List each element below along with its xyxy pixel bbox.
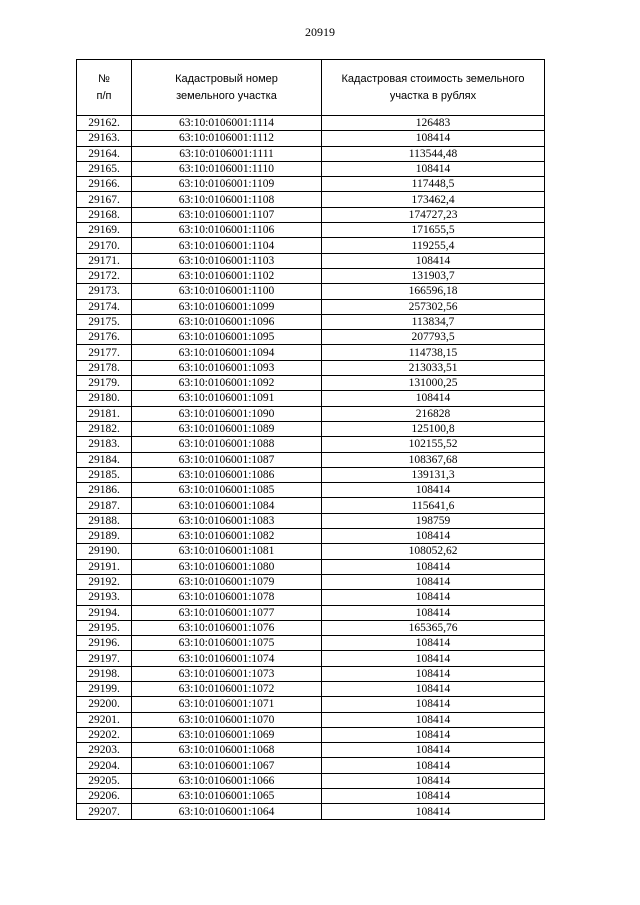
table-row <box>77 681 545 696</box>
table-row <box>77 116 545 131</box>
row-index-cell: 29199. <box>77 681 132 696</box>
header-cadastral-number <box>132 60 322 116</box>
cadastral-number-cell: 63:10:0106001:1080 <box>132 559 322 574</box>
row-index-cell: 29168. <box>77 207 132 222</box>
cadastral-value-cell: 108414 <box>322 758 545 773</box>
cadastral-value-cell: 108414 <box>322 727 545 742</box>
table-row <box>77 544 545 559</box>
cadastral-value-cell: 108414 <box>322 574 545 589</box>
table-row <box>77 636 545 651</box>
row-index-cell: 29188. <box>77 513 132 528</box>
table-row <box>77 238 545 253</box>
row-index-cell: 29202. <box>77 727 132 742</box>
cadastral-value-cell: 131903,7 <box>322 268 545 283</box>
cadastral-value-cell: 108414 <box>322 804 545 819</box>
row-index-cell: 29176. <box>77 330 132 345</box>
cadastral-value-cell: 126483 <box>322 116 545 131</box>
row-index-cell: 29190. <box>77 544 132 559</box>
row-index-cell: 29185. <box>77 467 132 482</box>
row-index-cell: 29162. <box>77 116 132 131</box>
table-row <box>77 299 545 314</box>
cadastral-number-cell: 63:10:0106001:1092 <box>132 376 322 391</box>
cadastral-value-cell: 108414 <box>322 391 545 406</box>
table-row <box>77 467 545 482</box>
row-index-cell: 29193. <box>77 590 132 605</box>
row-index-cell: 29192. <box>77 574 132 589</box>
table-row <box>77 314 545 329</box>
table-row <box>77 743 545 758</box>
cadastral-value-cell: 108414 <box>322 483 545 498</box>
table-row <box>77 789 545 804</box>
cadastral-number-cell: 63:10:0106001:1094 <box>132 345 322 360</box>
cadastral-number-cell: 63:10:0106001:1103 <box>132 253 322 268</box>
table-row <box>77 146 545 161</box>
cadastral-value-cell: 213033,51 <box>322 360 545 375</box>
table-row <box>77 376 545 391</box>
row-index-cell: 29163. <box>77 131 132 146</box>
header-row <box>77 60 545 116</box>
table-row <box>77 360 545 375</box>
cadastral-value-cell: 108414 <box>322 773 545 788</box>
page-number: 20919 <box>305 25 335 39</box>
cadastral-number-cell: 63:10:0106001:1064 <box>132 804 322 819</box>
cadastral-number-cell: 63:10:0106001:1111 <box>132 146 322 161</box>
row-index-cell: 29165. <box>77 161 132 176</box>
header-cadastral-number-line-2: земельного участка <box>176 89 277 102</box>
cadastral-number-cell: 63:10:0106001:1099 <box>132 299 322 314</box>
cadastral-value-cell: 165365,76 <box>322 620 545 635</box>
row-index-cell: 29196. <box>77 636 132 651</box>
row-index-cell: 29206. <box>77 789 132 804</box>
table-row <box>77 712 545 727</box>
header-cadastral-value-line-2: участка в рублях <box>389 89 477 102</box>
header-index-line-2: п/п <box>96 89 112 102</box>
row-index-cell: 29203. <box>77 743 132 758</box>
row-index-cell: 29183. <box>77 437 132 452</box>
row-index-cell: 29170. <box>77 238 132 253</box>
table-row <box>77 620 545 635</box>
cadastral-number-cell: 63:10:0106001:1085 <box>132 483 322 498</box>
table-row <box>77 651 545 666</box>
cadastral-value-cell: 108414 <box>322 161 545 176</box>
cadastral-value-cell: 207793,5 <box>322 330 545 345</box>
cadastral-value-cell: 108414 <box>322 590 545 605</box>
row-index-cell: 29191. <box>77 559 132 574</box>
row-index-cell: 29205. <box>77 773 132 788</box>
cadastral-value-cell: 115641,6 <box>322 498 545 513</box>
cadastral-value-cell: 108414 <box>322 743 545 758</box>
cadastral-number-cell: 63:10:0106001:1110 <box>132 161 322 176</box>
cadastral-value-cell: 166596,18 <box>322 284 545 299</box>
cadastral-value-cell: 108414 <box>322 666 545 681</box>
cadastral-value-cell: 108414 <box>322 651 545 666</box>
cadastral-number-cell: 63:10:0106001:1079 <box>132 574 322 589</box>
row-index-cell: 29189. <box>77 529 132 544</box>
cadastral-number-cell: 63:10:0106001:1065 <box>132 789 322 804</box>
cadastral-value-cell: 113544,48 <box>322 146 545 161</box>
table-row <box>77 513 545 528</box>
cadastral-number-cell: 63:10:0106001:1070 <box>132 712 322 727</box>
table-row <box>77 574 545 589</box>
cadastral-value-cell: 108414 <box>322 131 545 146</box>
row-index-cell: 29178. <box>77 360 132 375</box>
table-row <box>77 605 545 620</box>
row-index-cell: 29172. <box>77 268 132 283</box>
cadastral-number-cell: 63:10:0106001:1072 <box>132 681 322 696</box>
cadastral-number-cell: 63:10:0106001:1114 <box>132 116 322 131</box>
cadastral-value-cell: 119255,4 <box>322 238 545 253</box>
cadastral-value-table <box>76 59 545 820</box>
cadastral-value-cell: 108414 <box>322 697 545 712</box>
row-index-cell: 29177. <box>77 345 132 360</box>
row-index-cell: 29182. <box>77 421 132 436</box>
row-index-cell: 29195. <box>77 620 132 635</box>
cadastral-value-cell: 125100,8 <box>322 421 545 436</box>
cadastral-number-cell: 63:10:0106001:1084 <box>132 498 322 513</box>
row-index-cell: 29179. <box>77 376 132 391</box>
cadastral-number-cell: 63:10:0106001:1112 <box>132 131 322 146</box>
table-row <box>77 437 545 452</box>
row-index-cell: 29187. <box>77 498 132 513</box>
table-row <box>77 131 545 146</box>
cadastral-number-cell: 63:10:0106001:1083 <box>132 513 322 528</box>
cadastral-number-cell: 63:10:0106001:1108 <box>132 192 322 207</box>
cadastral-number-cell: 63:10:0106001:1086 <box>132 467 322 482</box>
cadastral-value-cell: 108414 <box>322 559 545 574</box>
cadastral-value-cell: 108414 <box>322 789 545 804</box>
cadastral-number-cell: 63:10:0106001:1096 <box>132 314 322 329</box>
cadastral-value-cell: 108414 <box>322 529 545 544</box>
row-index-cell: 29200. <box>77 697 132 712</box>
cadastral-value-cell: 108414 <box>322 636 545 651</box>
table-row <box>77 452 545 467</box>
cadastral-value-cell: 102155,52 <box>322 437 545 452</box>
cadastral-number-cell: 63:10:0106001:1075 <box>132 636 322 651</box>
table-row <box>77 697 545 712</box>
row-index-cell: 29171. <box>77 253 132 268</box>
cadastral-value-cell: 139131,3 <box>322 467 545 482</box>
row-index-cell: 29174. <box>77 299 132 314</box>
cadastral-number-cell: 63:10:0106001:1071 <box>132 697 322 712</box>
row-index-cell: 29184. <box>77 452 132 467</box>
table-row <box>77 207 545 222</box>
row-index-cell: 29197. <box>77 651 132 666</box>
cadastral-number-cell: 63:10:0106001:1100 <box>132 284 322 299</box>
row-index-cell: 29169. <box>77 223 132 238</box>
cadastral-value-cell: 108052,62 <box>322 544 545 559</box>
row-index-cell: 29164. <box>77 146 132 161</box>
table-row <box>77 498 545 513</box>
cadastral-number-cell: 63:10:0106001:1104 <box>132 238 322 253</box>
table-row <box>77 590 545 605</box>
table-row <box>77 268 545 283</box>
cadastral-value-cell: 108414 <box>322 253 545 268</box>
cadastral-number-cell: 63:10:0106001:1091 <box>132 391 322 406</box>
row-index-cell: 29167. <box>77 192 132 207</box>
table-row <box>77 421 545 436</box>
cadastral-value-cell: 198759 <box>322 513 545 528</box>
table-row <box>77 559 545 574</box>
row-index-cell: 29207. <box>77 804 132 819</box>
cadastral-number-cell: 63:10:0106001:1066 <box>132 773 322 788</box>
cadastral-value-cell: 108414 <box>322 712 545 727</box>
cadastral-value-cell: 113834,7 <box>322 314 545 329</box>
cadastral-number-cell: 63:10:0106001:1073 <box>132 666 322 681</box>
row-index-cell: 29166. <box>77 177 132 192</box>
cadastral-number-cell: 63:10:0106001:1074 <box>132 651 322 666</box>
cadastral-value-cell: 108414 <box>322 605 545 620</box>
cadastral-number-cell: 63:10:0106001:1088 <box>132 437 322 452</box>
row-index-cell: 29194. <box>77 605 132 620</box>
cadastral-value-cell: 131000,25 <box>322 376 545 391</box>
header-index <box>77 60 132 116</box>
table-row <box>77 161 545 176</box>
row-index-cell: 29198. <box>77 666 132 681</box>
cadastral-number-cell: 63:10:0106001:1076 <box>132 620 322 635</box>
header-cadastral-value-line-1: Кадастровая стоимость земельного <box>341 72 525 85</box>
row-index-cell: 29201. <box>77 712 132 727</box>
cadastral-number-cell: 63:10:0106001:1069 <box>132 727 322 742</box>
cadastral-number-cell: 63:10:0106001:1082 <box>132 529 322 544</box>
cadastral-value-cell: 108367,68 <box>322 452 545 467</box>
cadastral-number-cell: 63:10:0106001:1107 <box>132 207 322 222</box>
table-row <box>77 406 545 421</box>
cadastral-number-cell: 63:10:0106001:1081 <box>132 544 322 559</box>
row-index-cell: 29186. <box>77 483 132 498</box>
cadastral-number-cell: 63:10:0106001:1067 <box>132 758 322 773</box>
cadastral-number-cell: 63:10:0106001:1102 <box>132 268 322 283</box>
table-row <box>77 330 545 345</box>
table-row <box>77 666 545 681</box>
cadastral-value-cell: 173462,4 <box>322 192 545 207</box>
cadastral-number-cell: 63:10:0106001:1078 <box>132 590 322 605</box>
table-row <box>77 253 545 268</box>
cadastral-value-cell: 216828 <box>322 406 545 421</box>
table-row <box>77 284 545 299</box>
header-index-line-1: № <box>98 72 110 85</box>
row-index-cell: 29175. <box>77 314 132 329</box>
cadastral-value-cell: 174727,23 <box>322 207 545 222</box>
table-row <box>77 483 545 498</box>
table-body <box>77 116 545 820</box>
cadastral-value-cell: 257302,56 <box>322 299 545 314</box>
row-index-cell: 29204. <box>77 758 132 773</box>
cadastral-number-cell: 63:10:0106001:1089 <box>132 421 322 436</box>
table-row <box>77 345 545 360</box>
cadastral-number-cell: 63:10:0106001:1090 <box>132 406 322 421</box>
table-header <box>77 60 545 116</box>
table-row <box>77 758 545 773</box>
header-cadastral-value <box>322 60 545 116</box>
cadastral-number-cell: 63:10:0106001:1106 <box>132 223 322 238</box>
cadastral-value-cell: 171655,5 <box>322 223 545 238</box>
table-row <box>77 727 545 742</box>
table-row <box>77 177 545 192</box>
table-row <box>77 529 545 544</box>
row-index-cell: 29173. <box>77 284 132 299</box>
cadastral-value-cell: 114738,15 <box>322 345 545 360</box>
cadastral-number-cell: 63:10:0106001:1068 <box>132 743 322 758</box>
table-row <box>77 804 545 819</box>
table-row <box>77 192 545 207</box>
row-index-cell: 29181. <box>77 406 132 421</box>
row-index-cell: 29180. <box>77 391 132 406</box>
cadastral-value-cell: 117448,5 <box>322 177 545 192</box>
table-row <box>77 391 545 406</box>
cadastral-number-cell: 63:10:0106001:1087 <box>132 452 322 467</box>
header-cadastral-number-line-1: Кадастровый номер <box>175 72 278 85</box>
cadastral-number-cell: 63:10:0106001:1109 <box>132 177 322 192</box>
table-row <box>77 773 545 788</box>
cadastral-number-cell: 63:10:0106001:1093 <box>132 360 322 375</box>
table-row <box>77 223 545 238</box>
cadastral-value-cell: 108414 <box>322 681 545 696</box>
cadastral-number-cell: 63:10:0106001:1077 <box>132 605 322 620</box>
cadastral-number-cell: 63:10:0106001:1095 <box>132 330 322 345</box>
